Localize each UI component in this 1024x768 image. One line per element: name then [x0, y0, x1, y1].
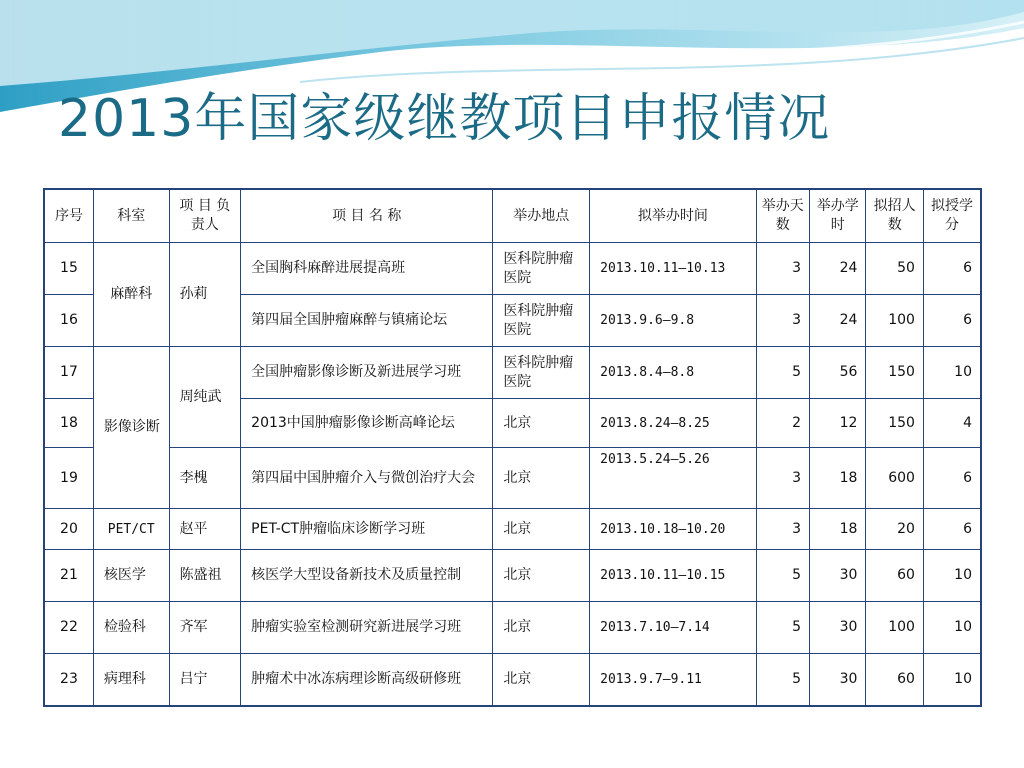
cell-enroll: 50 [866, 243, 923, 295]
cell-days: 5 [756, 602, 809, 654]
cell-enroll: 100 [866, 602, 923, 654]
header-enroll: 拟招人数 [866, 189, 923, 243]
table-row [44, 347, 981, 399]
cell-days: 5 [756, 347, 809, 399]
cell-name: 肿瘤术中冰冻病理诊断高级研修班 [241, 654, 493, 707]
cell-place: 北京 [493, 399, 590, 448]
cell-no: 20 [44, 509, 93, 550]
header-name: 项 目 名 称 [241, 189, 493, 243]
cell-hours: 30 [809, 602, 865, 654]
cell-no: 18 [44, 399, 93, 448]
cell-enroll: 600 [866, 448, 923, 509]
cell-days: 3 [756, 509, 809, 550]
cell-dept: 核医学 [93, 550, 169, 602]
cell-name: 全国肿瘤影像诊断及新进展学习班 [241, 347, 493, 399]
cell-days: 3 [756, 295, 809, 347]
cell-place: 北京 [493, 602, 590, 654]
table-row [44, 243, 981, 295]
cell-days: 5 [756, 654, 809, 707]
cell-credits: 4 [923, 399, 981, 448]
cell-leader: 周纯武 [169, 347, 241, 448]
cell-name: PET-CT肿瘤临床诊断学习班 [241, 509, 493, 550]
cell-credits: 10 [923, 654, 981, 707]
cell-place: 北京 [493, 550, 590, 602]
header-credits: 拟授学分 [923, 189, 981, 243]
cell-enroll: 150 [866, 399, 923, 448]
project-table [43, 188, 982, 707]
cell-days: 3 [756, 243, 809, 295]
header-no: 序号 [44, 189, 93, 243]
cell-credits: 10 [923, 347, 981, 399]
cell-place: 北京 [493, 654, 590, 707]
header-days: 举办天数 [756, 189, 809, 243]
cell-dept: 影像诊断 [93, 347, 169, 509]
cell-days: 3 [756, 448, 809, 509]
cell-time: 2013.5.24—5.26 [590, 448, 756, 509]
table-row [44, 654, 981, 707]
cell-credits: 10 [923, 602, 981, 654]
cell-enroll: 60 [866, 550, 923, 602]
cell-hours: 18 [809, 509, 865, 550]
cell-place: 北京 [493, 448, 590, 509]
cell-credits: 6 [923, 243, 981, 295]
cell-credits: 10 [923, 550, 981, 602]
cell-place: 北京 [493, 509, 590, 550]
cell-dept: PET/CT [93, 509, 169, 550]
cell-enroll: 100 [866, 295, 923, 347]
cell-time: 2013.8.24—8.25 [590, 399, 756, 448]
header-time: 拟举办时间 [590, 189, 756, 243]
cell-name: 2013中国肿瘤影像诊断高峰论坛 [241, 399, 493, 448]
cell-days: 2 [756, 399, 809, 448]
cell-hours: 24 [809, 295, 865, 347]
cell-enroll: 150 [866, 347, 923, 399]
cell-dept: 检验科 [93, 602, 169, 654]
cell-hours: 12 [809, 399, 865, 448]
cell-no: 16 [44, 295, 93, 347]
cell-leader: 赵平 [169, 509, 241, 550]
cell-hours: 30 [809, 550, 865, 602]
cell-name: 第四届中国肿瘤介入与微创治疗大会 [241, 448, 493, 509]
cell-place: 医科院肿瘤医院 [493, 347, 590, 399]
cell-time: 2013.10.11—10.13 [590, 243, 756, 295]
page-title: 2013年国家级继教项目申报情况 [58, 89, 831, 149]
cell-credits: 6 [923, 295, 981, 347]
cell-leader: 吕宁 [169, 654, 241, 707]
cell-time: 2013.8.4—8.8 [590, 347, 756, 399]
table-row [44, 602, 981, 654]
cell-no: 23 [44, 654, 93, 707]
cell-days: 5 [756, 550, 809, 602]
cell-name: 全国胸科麻醉进展提高班 [241, 243, 493, 295]
cell-no: 15 [44, 243, 93, 295]
cell-name: 肿瘤实验室检测研究新进展学习班 [241, 602, 493, 654]
cell-time: 2013.9.6—9.8 [590, 295, 756, 347]
cell-dept: 麻醉科 [93, 243, 169, 347]
cell-credits: 6 [923, 448, 981, 509]
cell-no: 17 [44, 347, 93, 399]
cell-hours: 56 [809, 347, 865, 399]
cell-dept: 病理科 [93, 654, 169, 707]
cell-enroll: 60 [866, 654, 923, 707]
cell-hours: 30 [809, 654, 865, 707]
table-row [44, 509, 981, 550]
cell-no: 19 [44, 448, 93, 509]
cell-hours: 24 [809, 243, 865, 295]
cell-credits: 6 [923, 509, 981, 550]
header-dept: 科室 [93, 189, 169, 243]
cell-no: 22 [44, 602, 93, 654]
header-place: 举办地点 [493, 189, 590, 243]
cell-time: 2013.9.7—9.11 [590, 654, 756, 707]
cell-enroll: 20 [866, 509, 923, 550]
table-row [44, 550, 981, 602]
cell-leader: 陈盛祖 [169, 550, 241, 602]
cell-hours: 18 [809, 448, 865, 509]
cell-name: 第四届全国肿瘤麻醉与镇痛论坛 [241, 295, 493, 347]
cell-place: 医科院肿瘤医院 [493, 243, 590, 295]
cell-name: 核医学大型设备新技术及质量控制 [241, 550, 493, 602]
cell-no: 21 [44, 550, 93, 602]
header-leader: 项 目 负责人 [169, 189, 241, 243]
table-header-row [44, 189, 981, 243]
cell-time: 2013.10.18—10.20 [590, 509, 756, 550]
cell-time: 2013.10.11—10.15 [590, 550, 756, 602]
cell-place: 医科院肿瘤医院 [493, 295, 590, 347]
table-row [44, 448, 981, 509]
header-hours: 举办学时 [809, 189, 865, 243]
cell-leader: 李槐 [169, 448, 241, 509]
cell-leader: 孙莉 [169, 243, 241, 347]
cell-leader: 齐军 [169, 602, 241, 654]
cell-time: 2013.7.10—7.14 [590, 602, 756, 654]
